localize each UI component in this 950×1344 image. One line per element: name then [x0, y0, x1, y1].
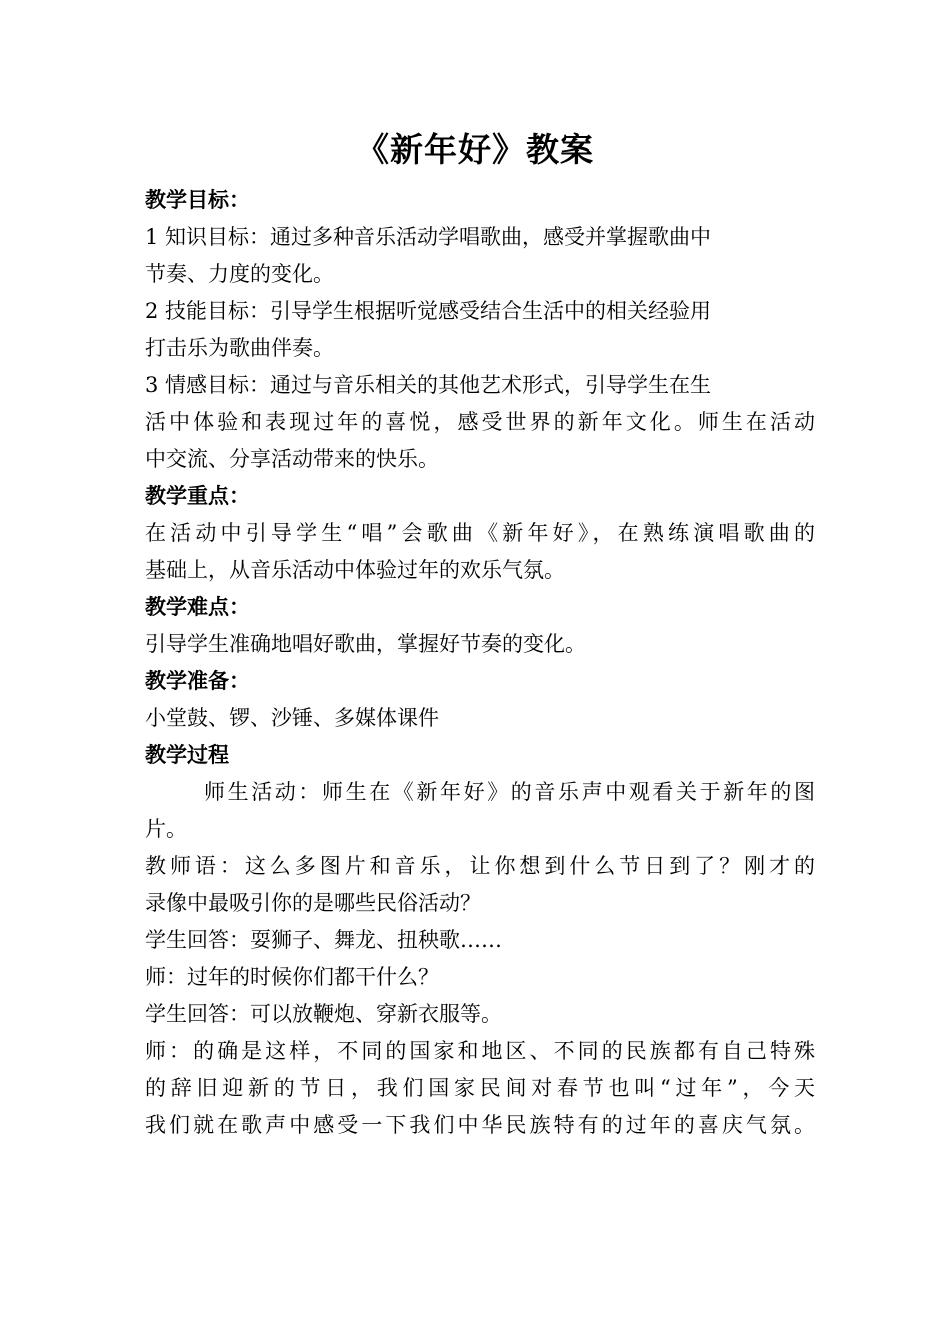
text-line: 中交流、分享活动带来的快乐。 [145, 447, 439, 471]
text-line: 师：的确是这样，不同的国家和地区、不同的民族都有自己特殊 [145, 1039, 815, 1063]
text-line: 录像中最吸引你的是哪些民俗活动？ [145, 891, 481, 915]
text-line: 3 情感目标：通过与音乐相关的其他艺术形式，引导学生在生 [145, 373, 712, 397]
text-line: 我们就在歌声中感受一下我们中华民族特有的过年的喜庆气氛。 [145, 1113, 815, 1137]
text-line: 教师语：这么多图片和音乐，让你想到什么节日到了？刚才的 [145, 854, 815, 878]
text-line: 师：过年的时候你们都干什么？ [145, 965, 439, 989]
text-line: 的辞旧迎新的节日，我们国家民间对春节也叫“过年”，今天 [145, 1076, 815, 1100]
section-heading: 教学难点： [145, 595, 250, 619]
text-line: 片。 [145, 817, 187, 841]
text-line: 基础上，从音乐活动中体验过年的欢乐气氛。 [145, 558, 565, 582]
text-line: 打击乐为歌曲伴奏。 [145, 336, 334, 360]
section-heading: 教学过程 [145, 743, 229, 767]
text-line: 学生回答：可以放鞭炮、穿新衣服等。 [145, 1002, 502, 1026]
text-line: 引导学生准确地唱好歌曲，掌握好节奏的变化。 [145, 632, 586, 656]
text-line: 2 技能目标：引导学生根据听觉感受结合生活中的相关经验用 [145, 299, 712, 323]
text-line: 在活动中引导学生“唱”会歌曲《新年好》，在熟练演唱歌曲的 [145, 521, 815, 545]
section-heading: 教学重点： [145, 484, 250, 508]
text-line: 小堂鼓、锣、沙锤、多媒体课件 [145, 706, 439, 730]
text-line: 师生活动：师生在《新年好》的音乐声中观看关于新年的图 [204, 780, 815, 804]
document-body [145, 182, 815, 1144]
text-line: 节奏、力度的变化。 [145, 262, 334, 286]
text-line: 学生回答：耍狮子、舞龙、扭秧歌…… [145, 928, 502, 952]
section-heading: 教学目标： [145, 188, 250, 212]
section-heading: 教学准备： [145, 669, 250, 693]
text-line: 1 知识目标：通过多种音乐活动学唱歌曲，感受并掌握歌曲中 [145, 225, 712, 249]
document-title: 《新年好》教案 [356, 130, 594, 169]
text-line: 活中体验和表现过年的喜悦，感受世界的新年文化。师生在活动 [145, 410, 815, 434]
